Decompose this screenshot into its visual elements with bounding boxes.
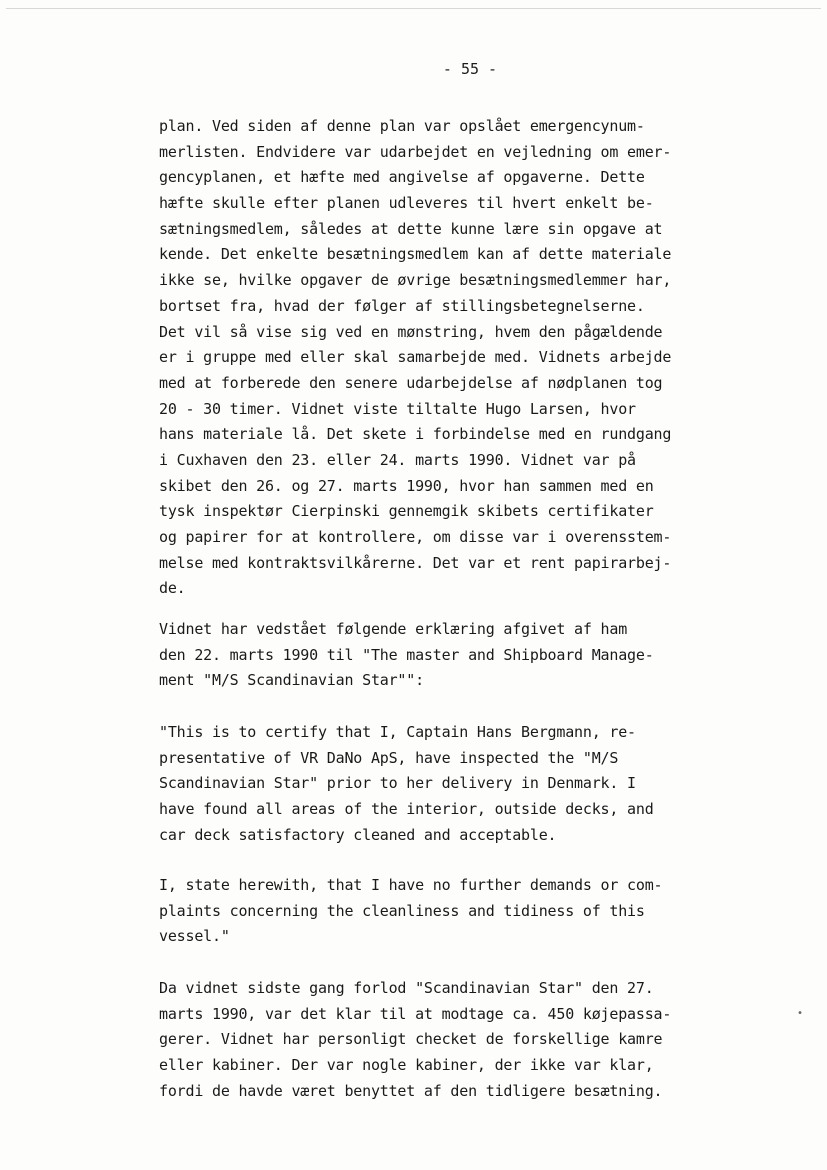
text-line: Vidnet har vedstået følgende erklæring afgivet af ham (159, 620, 628, 638)
paragraph-5 (159, 976, 759, 1104)
text-line: car deck satisfactory cleaned and acceptable. (159, 825, 557, 844)
text-line: vessel." (159, 927, 230, 946)
text-line: ment "M/S Scandinavian Star"": (159, 671, 424, 690)
text-line: Scandinavian Star" prior to her delivery in Denmark. I (159, 774, 636, 793)
paragraph-2 (159, 617, 759, 694)
text-line: hæfte skulle efter planen udleveres til hvert enkelt be- (159, 194, 654, 213)
text-line: merlisten. Endvidere var udarbejdet en vejledning om emer- (159, 142, 672, 161)
text-line: "This is to certify that I, Captain Hans Bergmann, re- (159, 723, 636, 741)
scan-speck: • (797, 1008, 804, 1019)
text-line: eller kabiner. Der var nogle kabiner, der ikke var klar, (159, 1056, 654, 1075)
text-line: 20 - 30 timer. Vidnet viste tiltalte Hugo Larsen, hvor (159, 399, 636, 418)
text-line: gerer. Vidnet har personligt checket de forskellige kamre (159, 1030, 663, 1049)
text-line: og papirer for at kontrollere, om disse var i overensstem- (159, 528, 672, 546)
text-line: er i gruppe med eller skal samarbejde med. Vidnets arbejde (159, 348, 672, 367)
paragraph-1 (159, 114, 759, 602)
page-number: - 55 - (442, 60, 498, 78)
text-line: gencyplanen, et hæfte med angivelse af opgaverne. Dette (159, 168, 645, 187)
text-line: Det vil så vise sig ved en mønstring, hvem den pågældende (159, 322, 663, 341)
top-scan-edge (6, 8, 821, 9)
text-line: fordi de havde været benyttet af den tidligere besætning. (159, 1081, 663, 1100)
text-line: med at forberede den senere udarbejdelse af nødplanen tog (159, 373, 663, 392)
text-line: ikke se, hvilke opgaver de øvrige besætningsmedlemmer har, (159, 271, 672, 290)
paragraph-4-quote (159, 873, 759, 950)
text-line: tysk inspektør Cierpinski gennemgik skibets certifikater (159, 502, 654, 521)
paragraph-3-quote (159, 720, 759, 848)
text-line: I, state herewith, that I have no further demands or com- (159, 876, 663, 894)
text-line: i Cuxhaven den 23. eller 24. marts 1990. Vidnet var på (159, 450, 636, 469)
text-line: plaints concerning the cleanliness and tidiness of this (159, 901, 645, 920)
text-line: hans materiale lå. Det skete i forbindelse med en rundgang (159, 425, 672, 444)
text-line: bortset fra, hvad der følger af stillingsbetegnelserne. (159, 296, 645, 315)
text-line: Da vidnet sidste gang forlod "Scandinavian Star" den 27. (159, 979, 654, 997)
text-line: presentative of VR DaNo ApS, have inspected the "M/S (159, 748, 619, 767)
text-line: de. (159, 579, 186, 598)
text-line: sætningsmedlem, således at dette kunne lære sin opgave at (159, 219, 663, 238)
text-line: kende. Det enkelte besætningsmedlem kan af dette materiale (159, 245, 672, 264)
text-line: melse med kontraktsvilkårerne. Det var et rent papirarbej- (159, 553, 672, 572)
text-line: plan. Ved siden af denne plan var opslået emergencynum- (159, 117, 645, 135)
text-line: den 22. marts 1990 til "The master and Shipboard Manage- (159, 645, 654, 664)
text-line: marts 1990, var det klar til at modtage ca. 450 køjepassa- (159, 1004, 672, 1023)
text-line: have found all areas of the interior, outside decks, and (159, 800, 654, 819)
text-line: skibet den 26. og 27. marts 1990, hvor han sammen med en (159, 476, 654, 495)
